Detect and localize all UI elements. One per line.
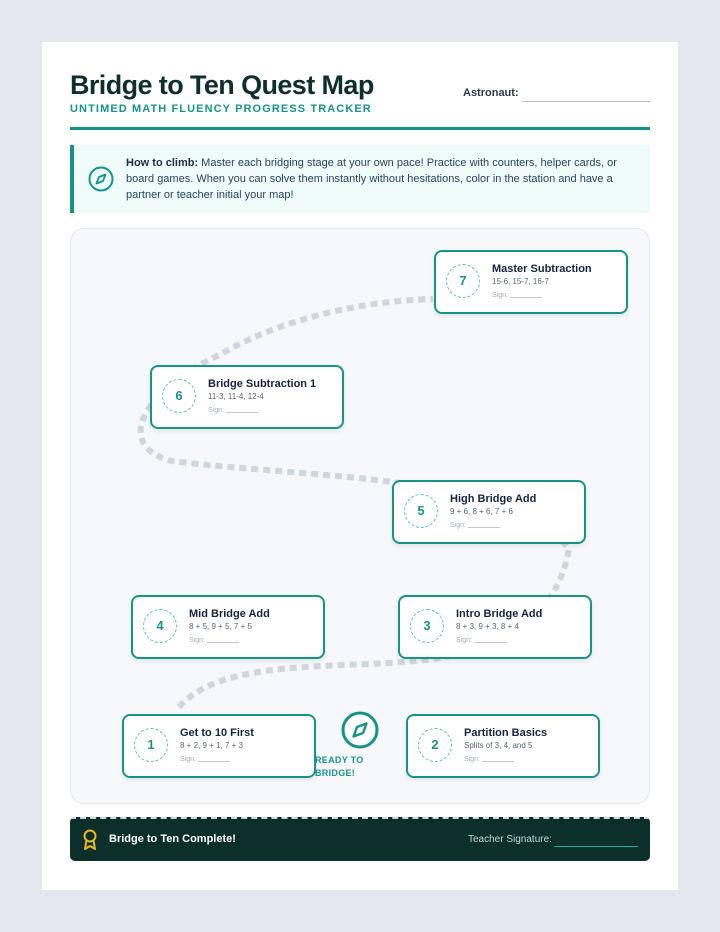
how-to-label: How to climb:	[126, 157, 199, 169]
station-1[interactable]	[122, 714, 316, 778]
sign-label: Sign:	[456, 637, 472, 644]
how-to-callout	[70, 145, 650, 213]
station-facts: 8 + 2, 9 + 1, 7 + 3	[180, 741, 243, 750]
station-sign-field[interactable]	[450, 522, 500, 529]
sign-line	[510, 297, 542, 298]
station-number: 3	[410, 609, 444, 643]
station-sign-field[interactable]	[492, 292, 542, 299]
sign-label: Sign:	[492, 292, 508, 299]
station-number: 7	[446, 264, 480, 298]
worksheet-page	[42, 42, 678, 890]
station-7[interactable]	[434, 250, 628, 314]
station-3[interactable]	[398, 595, 592, 659]
station-name: Master Subtraction	[492, 263, 592, 275]
quest-map	[70, 228, 650, 804]
station-2[interactable]	[406, 714, 600, 778]
sign-line	[226, 412, 258, 413]
page-subtitle: UNTIMED MATH FLUENCY PROGRESS TRACKER	[70, 103, 372, 115]
station-sign-field[interactable]	[180, 756, 230, 763]
sign-label: Sign:	[450, 522, 466, 529]
sign-label: Sign:	[208, 407, 224, 414]
station-name: High Bridge Add	[450, 493, 537, 505]
station-name: Bridge Subtraction 1	[208, 378, 317, 390]
station-sign-field[interactable]	[208, 407, 258, 414]
station-name: Partition Basics	[464, 727, 548, 739]
start-label: READY TO BRIDGE!	[315, 755, 364, 778]
sign-label: Sign:	[464, 756, 480, 763]
completion-title: Bridge to Ten Complete!	[109, 833, 236, 845]
station-facts: Splits of 3, 4, and 5	[464, 741, 533, 750]
how-to-body: Master each bridging stage at your own pace! Practice with counters, helper cards, or board games. When you can solve them instantly without hesitations, color in the station and have a partner or teacher initial your map!	[126, 157, 617, 201]
station-name: Get to 10 First	[180, 727, 254, 739]
station-facts: 9 + 6, 8 + 6, 7 + 6	[450, 507, 513, 516]
footer-dashed-edge	[70, 817, 650, 820]
sign-line	[482, 761, 514, 762]
header-rule	[70, 127, 650, 130]
station-sign-field[interactable]	[189, 637, 239, 644]
how-to-text	[126, 155, 638, 203]
station-number: 4	[143, 609, 177, 643]
completion-banner	[70, 817, 650, 861]
station-facts: 8 + 5, 9 + 5, 7 + 5	[189, 622, 252, 631]
station-number: 1	[134, 728, 168, 762]
station-4[interactable]	[131, 595, 325, 659]
station-number: 5	[404, 494, 438, 528]
station-facts: 8 + 3, 9 + 3, 8 + 4	[456, 622, 519, 631]
station-sign-field[interactable]	[456, 637, 506, 644]
station-facts: 11-3, 11-4, 12-4	[208, 392, 264, 401]
station-name: Intro Bridge Add	[456, 608, 543, 620]
sign-line	[474, 642, 506, 643]
sign-label: Sign:	[189, 637, 205, 644]
teacher-signature-label: Teacher Signature:	[468, 834, 552, 845]
sign-line	[207, 642, 239, 643]
page-title: Bridge to Ten Quest Map	[70, 70, 374, 100]
station-5[interactable]	[392, 480, 586, 544]
station-name: Mid Bridge Add	[189, 608, 270, 620]
award-ribbon-icon	[82, 829, 98, 851]
station-sign-field[interactable]	[464, 756, 514, 763]
sign-label: Sign:	[180, 756, 196, 763]
astronaut-label: Astronaut:	[463, 87, 519, 99]
station-6[interactable]	[150, 365, 344, 429]
teacher-signature-field[interactable]	[554, 846, 638, 847]
station-number: 2	[418, 728, 452, 762]
station-number: 6	[162, 379, 196, 413]
compass-icon	[88, 166, 114, 192]
astronaut-name-field[interactable]	[522, 101, 650, 102]
sign-line	[468, 527, 500, 528]
station-facts: 15-6, 15-7, 16-7	[492, 277, 549, 286]
start-compass-icon	[341, 711, 379, 749]
sign-line	[198, 761, 230, 762]
